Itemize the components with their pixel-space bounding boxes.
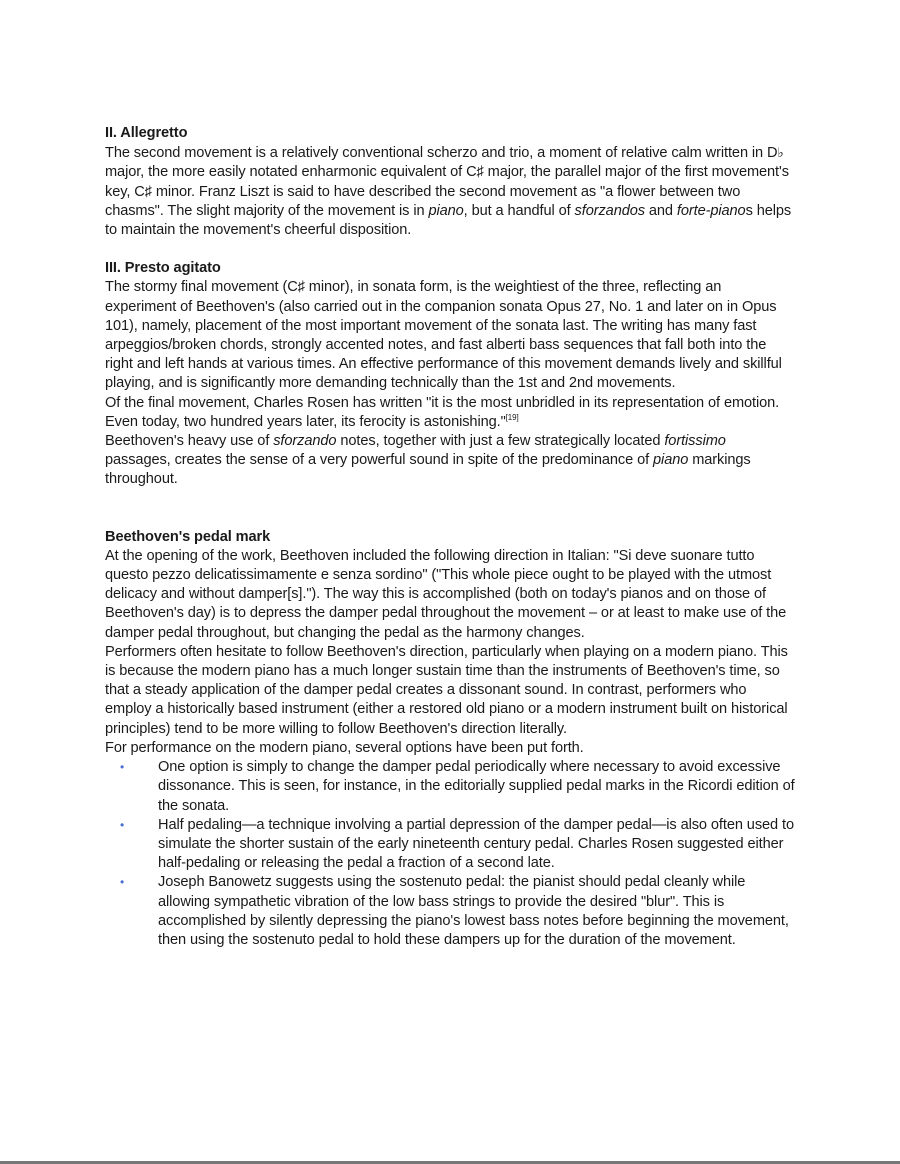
text-run: and [644,202,677,219]
text-run: Beethoven's heavy use of [105,433,274,450]
text-run: The second movement is a relatively conventional scherzo and trio, a moment of relative calm written in D [105,145,778,162]
section-heading: Beethoven's pedal mark [105,528,271,545]
text-run: The stormy final movement (C♯ minor), in sonata form, is the weightiest of the three, reflecting an experiment of Beethoven's (also carried out in the companion sonata Opus 27, No. 1 and later on in Opus 101), namely, placement of the most important movement of the sonata last. The writing has many fast arpeggios/broken chords, strongly accented notes, and fast alberti bass sequences that fall both into the right and left hands at various times. An effective performance of this movement demands lively and skillful playing, and is significantly more demanding technically than the 1st and 2nd movements. [105,279,782,392]
list-item-text: Joseph Banowetz suggests using the sostenuto pedal: the pianist should pedal cleanly while allowing sympathetic vibration of the low bass strings to provide the desired "blur". This is accomplished by silently depressing the piano's lowest bass notes before beginning the movement, then using the sostenuto pedal to hold these dampers up for the duration of the movement. [158,874,789,948]
text-run: At the opening of the work, Beethoven included the following direction in Italian: "Si deve suonare tutto questo pezzo delicatissimamente e senza sordino" ("This whole piece ought to be played with the utmost delicacy and without damper[s]."). The way this is accomplished (both on today's pianos and on those of Beethoven's day) is to depress the damper pedal throughout the movement – or at least to make use of the damper pedal throughout, but changing the pedal as the harmony changes. [105,547,787,641]
section-heading: III. Presto agitato [105,260,221,277]
list-item-text: Half pedaling—a technique involving a partial depression of the damper pedal—is also often used to simulate the shorter sustain of the early nineteenth century pedal. Charles Rosen suggested either half-pedaling or releasing the pedal a fraction of a second late. [158,816,794,872]
section-pedal-mark [105,528,795,950]
italic-term: forte-piano [676,202,746,219]
section-heading: II. Allegretto [105,125,188,141]
italic-term: piano [653,452,689,469]
paragraph [105,547,795,643]
italic-term: piano [428,202,464,219]
text-run: , but a handful of [463,202,575,219]
flat-sign: ♭ [777,145,784,161]
paragraph [105,643,795,739]
bullet-icon: • [120,760,125,775]
italic-term: sforzandos [574,202,645,219]
bullet-icon: • [120,875,125,890]
paragraph [105,739,795,758]
text-run: Of the final movement, Charles Rosen has written "it is the most unbridled in its representation of emotion. Even today, two hundred years later, its ferocity is astonishing." [105,394,780,430]
text-run: For performance on the modern piano, several options have been put forth. [105,739,584,756]
citation-marker[interactable]: [19] [505,412,519,422]
text-run: passages, creates the sense of a very powerful sound in spite of the predominance of [105,452,654,469]
list-item-text: One option is simply to change the damper pedal periodically where necessary to avoid excessive dissonance. This is seen, for instance, in the editorially supplied pedal marks in the Ricordi edition of the sonata. [158,759,795,814]
list-item [105,873,795,950]
text-run: markings throughout. [105,452,751,488]
text-run: major, the more easily notated enharmonic equivalent of C♯ major, the parallel major of the first movement's key, C♯ minor. Franz Liszt is said to have described the second movement as "a flower between two chasms". The slight majority of the movement is in [105,164,789,219]
document-body [105,124,795,969]
section-allegretto [105,124,795,240]
italic-term: fortissimo [664,433,726,450]
paragraph [105,143,795,240]
text-run: Performers often hesitate to follow Beethoven's direction, particularly when playing on a modern piano. This is because the modern piano has a much longer sustain time than the instruments of Beethoven's time, so that a steady application of the damper pedal creates a dissonant sound. In contrast, performers who employ a historically based instrument (either a restored old piano or a modern instrument built on historical principles) tend to be more willing to follow Beethoven's direction literally. [105,643,788,737]
list-item [105,758,795,816]
list-item [105,816,795,874]
text-run: s helps to maintain the movement's cheerful disposition. [105,202,792,239]
bullet-icon: • [120,817,125,832]
paragraph [105,432,795,490]
paragraph [105,394,795,432]
text-run: notes, together with just a few strategically located [336,433,665,450]
italic-term: sforzando [273,433,337,450]
paragraph [105,278,795,393]
section-presto-agitato [105,259,795,489]
options-list [105,758,795,950]
